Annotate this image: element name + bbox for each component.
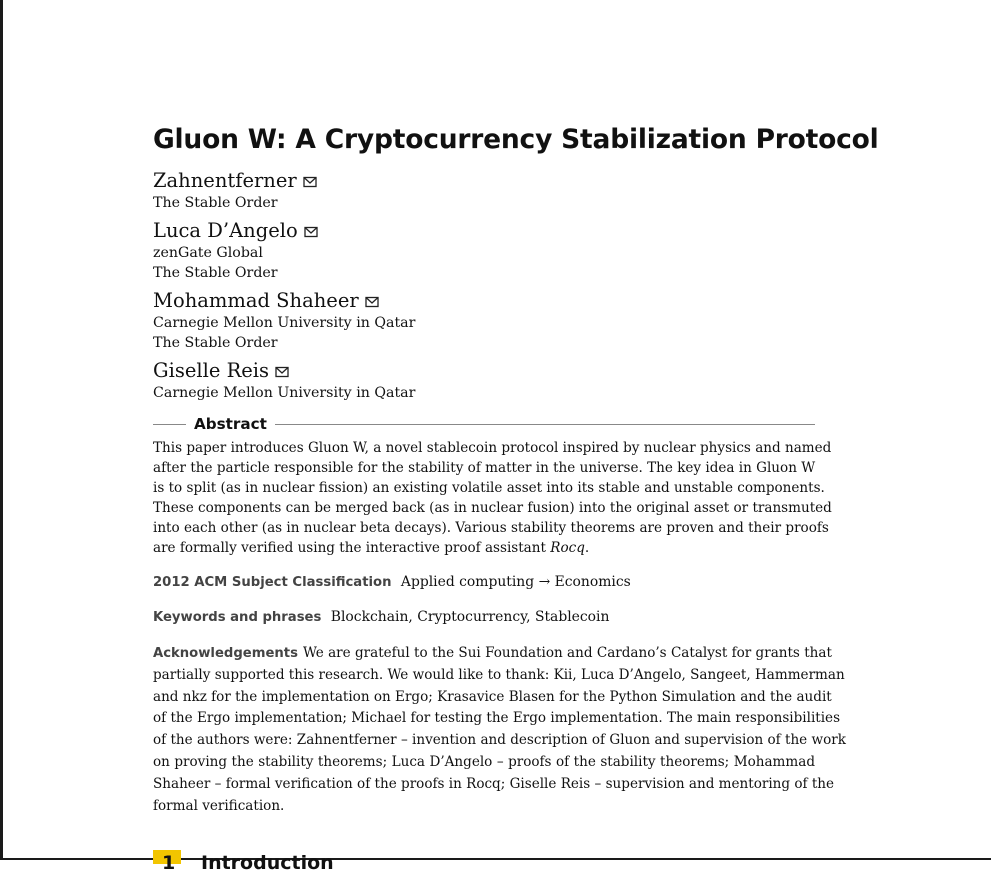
acm-label: 2012 ACM Subject Classification: [153, 575, 392, 590]
author-affiliation: The Stable Order: [153, 265, 278, 281]
abstract-line: are formally verified using the interactive proof assistant: [153, 540, 546, 556]
paper-page: [153, 122, 879, 817]
section-heading: [153, 850, 334, 874]
acm-classification: [153, 572, 815, 593]
viewer-left-border: [0, 0, 3, 860]
author-block: [153, 169, 815, 213]
author-name-row: [153, 169, 815, 193]
section-number: 1: [162, 852, 176, 874]
abstract-body: [153, 438, 832, 558]
mail-icon[interactable]: [303, 175, 317, 189]
acknowledgements: [153, 643, 846, 817]
keywords-label: Keywords and phrases: [153, 610, 322, 625]
author-affiliation: Carnegie Mellon University in Qatar: [153, 315, 416, 331]
mail-icon[interactable]: [365, 295, 379, 309]
mail-icon[interactable]: [304, 225, 318, 239]
author-name: Zahnentferner: [153, 169, 297, 192]
author-block: [153, 289, 815, 353]
ack-line: of the Ergo implementation; Michael for testing the Ergo implementation. The main responsibilities: [153, 710, 841, 727]
author-block: [153, 359, 815, 403]
ack-line: and nkz for the implementation on Ergo; Krasavice Blasen for the Python Simulation and the audit: [153, 688, 832, 705]
acm-value: Applied computing → Economics: [400, 574, 631, 590]
mail-icon[interactable]: [275, 365, 289, 379]
section-title: Introduction: [201, 852, 334, 874]
paper-title: Gluon W: A Cryptocurrency Stabilization Protocol: [153, 124, 879, 155]
keywords-value: Blockchain, Cryptocurrency, Stablecoin: [330, 609, 610, 625]
ack-first-line: [153, 643, 832, 665]
author-name: Mohammad Shaheer: [153, 289, 359, 312]
ack-line: on proving the stability theorems; Luca D’Angelo – proofs of the stability theorems; Mohammad: [153, 753, 815, 770]
abstract-last-line: [153, 538, 815, 558]
abstract-heading: [153, 414, 815, 434]
author-affiliation: zenGate Global: [153, 245, 263, 261]
ack-line: We are grateful to the Sui Foundation and Cardano’s Catalyst for grants that: [302, 645, 832, 661]
author-block: [153, 219, 815, 283]
abstract-emphasis: Rocq: [550, 540, 585, 556]
author-name: Giselle Reis: [153, 359, 270, 382]
abstract-rule-left: [153, 424, 186, 425]
author-list: [153, 169, 815, 403]
author-name-row: [153, 219, 815, 243]
author-name: Luca D’Angelo: [153, 219, 298, 242]
abstract-line: into each other (as in nuclear beta decays). Various stability theorems are proven and their proofs: [153, 520, 829, 536]
author-name-row: [153, 359, 815, 383]
ack-line: partially supported this research. We would like to thank: Kii, Luca D’Angelo, Sangeet, Hammerman: [153, 666, 845, 683]
ack-line: formal verification.: [153, 797, 285, 814]
ack-line: of the authors were: Zahnentferner – invention and description of Gluon and supervision of the work: [153, 732, 846, 749]
abstract-line: These components can be merged back (as in nuclear fusion) into the original asset or transmuted: [153, 500, 832, 516]
author-affiliation: The Stable Order: [153, 335, 278, 351]
author-name-row: [153, 289, 815, 313]
author-affiliation: Carnegie Mellon University in Qatar: [153, 385, 416, 401]
keywords: [153, 607, 815, 628]
abstract-end: .: [584, 540, 590, 556]
abstract-rule-right: [275, 424, 815, 425]
abstract-label: Abstract: [194, 415, 267, 433]
author-affiliation: The Stable Order: [153, 195, 278, 211]
abstract-line: This paper introduces Gluon W, a novel stablecoin protocol inspired by nuclear physics and named: [153, 440, 832, 456]
ack-label: Acknowledgements: [153, 646, 298, 661]
abstract-line: is to split (as in nuclear fission) an existing volatile asset into its stable and unstable components.: [153, 480, 825, 496]
abstract-line: after the particle responsible for the stability of matter in the universe. The key idea in Gluon W: [153, 460, 816, 476]
ack-line: Shaheer – formal verification of the proofs in Rocq; Giselle Reis – supervision and mentoring of the: [153, 775, 835, 792]
